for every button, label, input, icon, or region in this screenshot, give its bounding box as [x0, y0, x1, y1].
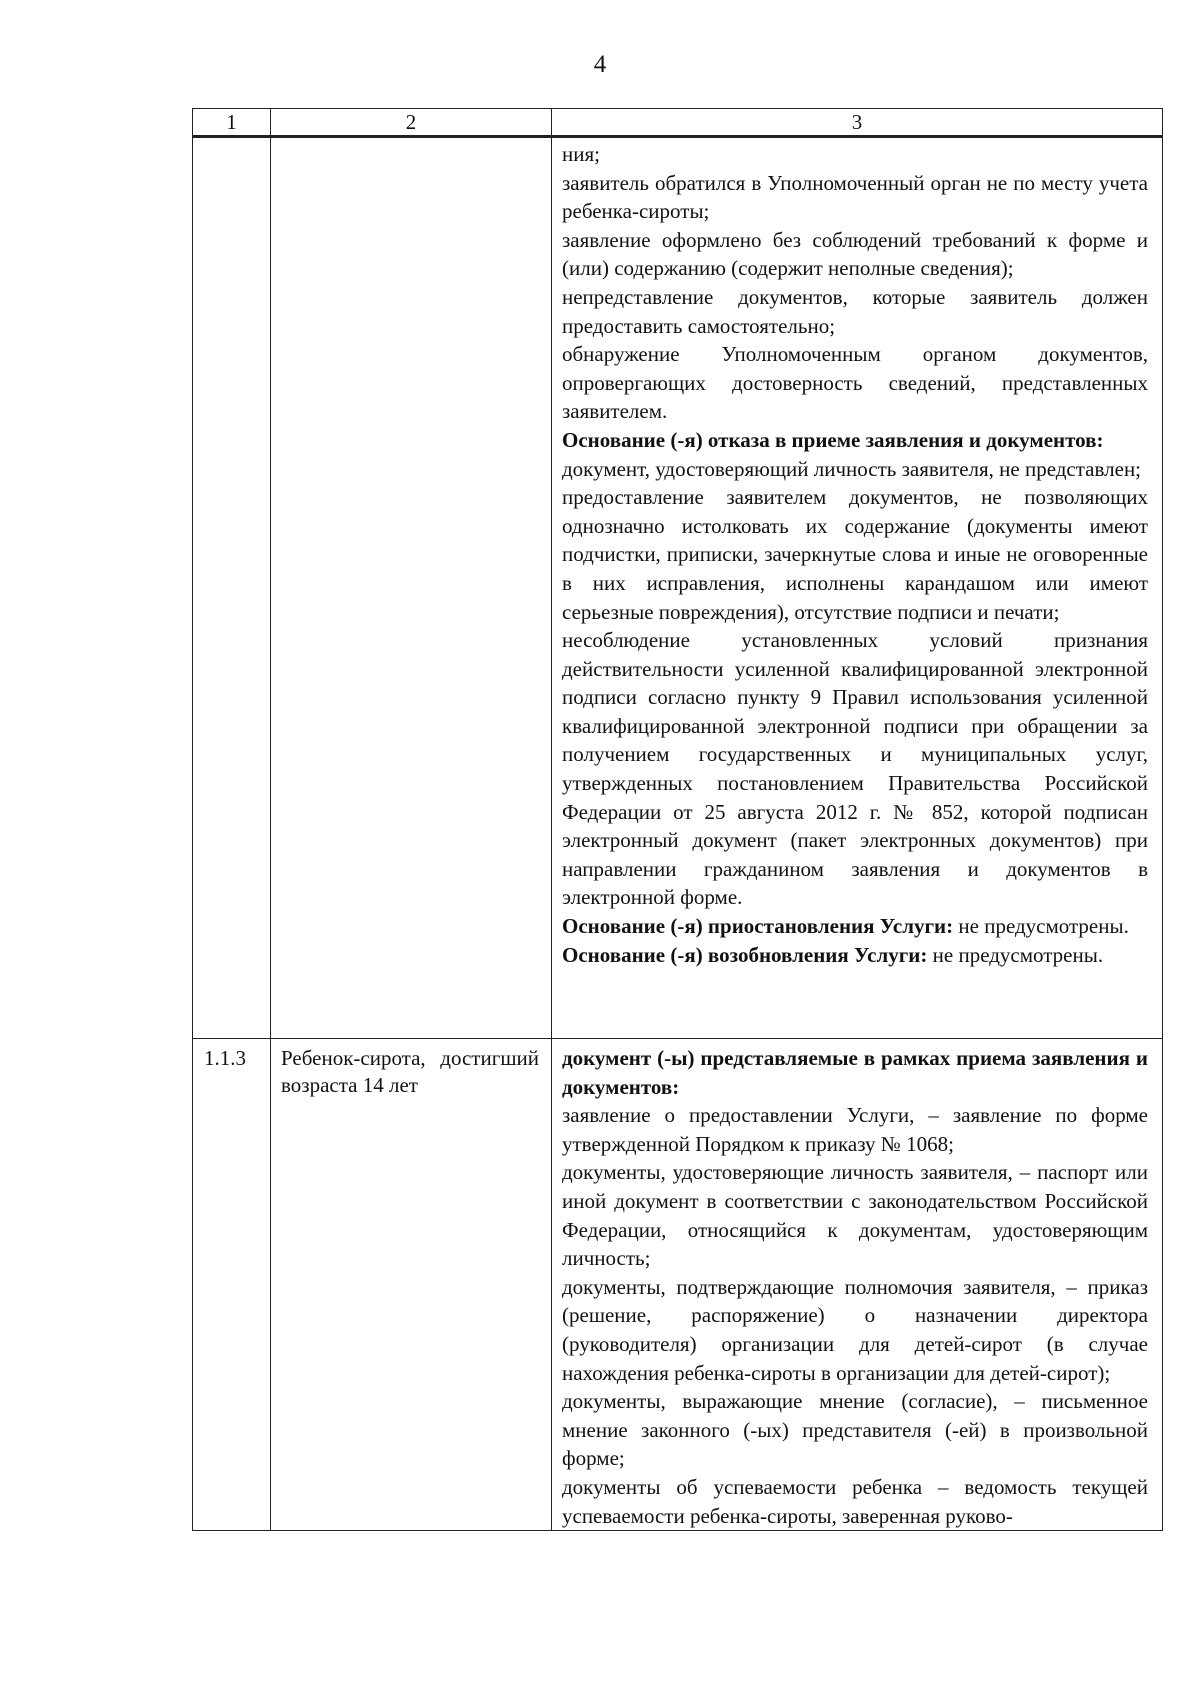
- content-paragraph: [562, 1273, 1148, 1387]
- paragraph-text: ния;: [562, 142, 600, 166]
- paragraph-heading: Основание (-я) возобновления Услуги:: [562, 942, 928, 967]
- paragraph-text: документы, удостоверяющие личность заявителя, – паспорт или иной документ в соответствии с законодательством Российской Федерации, относящийся к документам, удостоверяющим личность;: [562, 1160, 1148, 1271]
- content-paragraph: [562, 226, 1148, 283]
- content-paragraph: [562, 1101, 1148, 1158]
- paragraph-heading: Основание (-я) приостановления Услуги:: [562, 914, 954, 939]
- page-number: 4: [593, 51, 607, 78]
- content-paragraph: [562, 626, 1148, 912]
- row2-paragraphs: [562, 1044, 1148, 1530]
- paragraph-text: документы, выражающие мнение (согласие), – письменное мнение законного (-ых) представителя (-ей) в произвольной форме;: [562, 1389, 1148, 1471]
- table-row: [193, 137, 1163, 1039]
- paragraph-text: заявление оформлено без соблюдений требований к форме и (или) содержанию (содержит неполные сведения);: [562, 227, 1148, 281]
- paragraph-text: документы об успеваемости ребенка – ведомость текущей успеваемости ребенка-сироты, заверенная руково-: [562, 1474, 1148, 1528]
- row2-content-cell: [552, 1039, 1163, 1531]
- paragraph-text: не предусмотрены.: [927, 942, 1104, 967]
- paragraph-text: документ, удостоверяющий личность заявителя, не представлен;: [562, 456, 1142, 481]
- content-paragraph: [562, 140, 1148, 169]
- column-header-3: 3: [552, 109, 1163, 137]
- paragraph-text: обнаружение Уполномоченным органом документов, опровергающих достоверность сведений, представленных заявителем.: [562, 342, 1148, 424]
- table-row: [193, 1039, 1163, 1531]
- content-paragraph: [562, 455, 1148, 484]
- content-paragraph: [562, 1158, 1148, 1272]
- content-paragraph: [562, 426, 1148, 455]
- paragraph-text: заявитель обратился в Уполномоченный орган не по месту учета ребенка-сироты;: [562, 170, 1148, 224]
- row1-applicant-cell: [271, 137, 552, 1039]
- row1-number-cell: [193, 137, 271, 1039]
- row1-paragraphs: [562, 140, 1148, 969]
- row2-applicant-cell: Ребенок-сирота, достигший возраста 14 лет: [271, 1039, 552, 1531]
- paragraph-text: несоблюдение установленных условий признания действительности усиленной квалифицированной электронной подписи согласно пункту 9 Правил использования усиленной квалифицированной электронной подписи при обращении за получением государственных и муниципальных услуг, утвержденных постановлением Правительства Российской Федерации от 25 августа 2012 г. № 852, которой подписан электронный документ (пакет электронных документов) при направлении гражданином заявления и документов в электронной форме.: [562, 628, 1148, 910]
- services-table: [192, 108, 1163, 1531]
- table-header-row: [193, 109, 1163, 137]
- paragraph-heading: Основание (-я) отказа в приеме заявления и документов:: [562, 427, 1104, 452]
- paragraph-text: непредставление документов, которые заявитель должен предоставить самостоятельно;: [562, 284, 1148, 338]
- row1-content-cell: [552, 137, 1163, 1039]
- content-paragraph: [562, 340, 1148, 426]
- content-paragraph: [562, 1387, 1148, 1473]
- content-paragraph: [562, 912, 1148, 941]
- content-paragraph: [562, 283, 1148, 340]
- column-header-1: 1: [193, 109, 271, 137]
- content-paragraph: [562, 483, 1148, 626]
- content-paragraph: [562, 941, 1148, 970]
- content-paragraph: [562, 1473, 1148, 1530]
- paragraph-text: не предусмотрены.: [953, 914, 1129, 939]
- row2-number-cell: 1.1.3: [193, 1039, 271, 1531]
- content-paragraph: [562, 1044, 1148, 1101]
- content-paragraph: [562, 169, 1148, 226]
- paragraph-text: предоставление заявителем документов, не позволяющих однозначно истолковать их содержание (документы имеют подчистки, приписки, зачеркнутые слова и иные не оговоренные в них исправления, исполнены карандашом или имеют серьезные повреждения), отсутствие подписи и печати;: [562, 485, 1148, 624]
- paragraph-heading: документ (-ы) представляемые в рамках приема заявления и документов:: [562, 1046, 1148, 1099]
- paragraph-text: документы, подтверждающие полномочия заявителя, – приказ (решение, распоряжение) о назначении директора (руководителя) организации для детей-сирот (в случае нахождения ребенка-сироты в организации для детей-сирот);: [562, 1274, 1148, 1385]
- paragraph-text: заявление о предоставлении Услуги, – заявление по форме утвержденной Порядком к приказу № 1068;: [562, 1103, 1148, 1156]
- column-header-2: 2: [271, 109, 552, 137]
